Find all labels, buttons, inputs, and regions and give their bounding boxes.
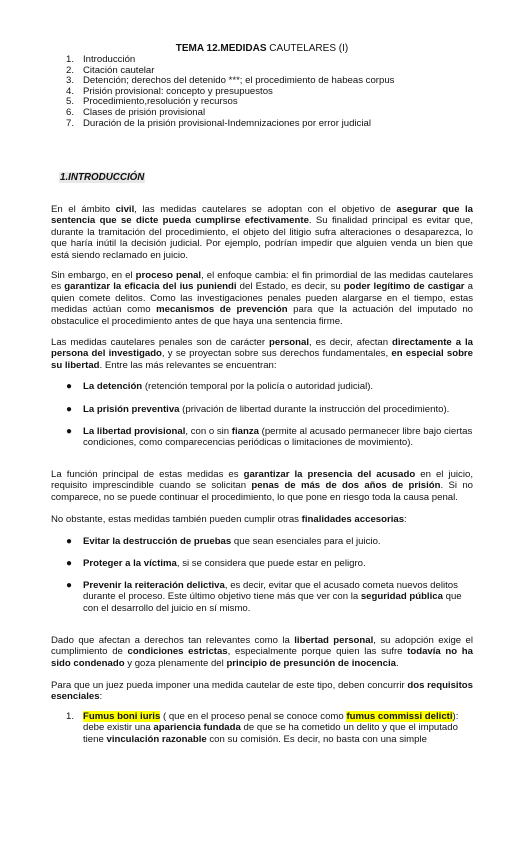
text-bold: finalidades accesorias xyxy=(301,514,405,525)
text-bold: Proteger a la víctima xyxy=(83,558,177,569)
text-run: (permite al acusado permanecer libre bajo ciertas condiciones, como comparecencias periódicas o limitaciones de movimiento). xyxy=(83,426,473,449)
text-run: , especialmente porque quien las sufre xyxy=(227,646,408,658)
paragraph-derechos-relevantes xyxy=(51,635,473,669)
title-rest-part: CAUTELARES (I) xyxy=(266,43,349,54)
text-run: . Su finalidad principal es evitar que, durante la tramitación del procedimiento, el objeto del litigio sufra alteraciones o desaparezca, lo que haría inútil la decisión judicial. Por ejemplo, podrían impedir que alguien venda un bien que está siendo reclamado en juicio. xyxy=(51,215,473,261)
list-item-text xyxy=(83,381,476,392)
text-run: Sin embargo, en el xyxy=(51,270,136,281)
toc-number: 5. xyxy=(66,96,75,108)
text-run: de que se ha cometido un delito y que el imputado tiene xyxy=(83,722,458,745)
text-run: , si se considera que puede estar en peligro. xyxy=(176,558,366,569)
text-bold: proceso penal xyxy=(135,270,202,281)
text-bold: libertad personal xyxy=(294,635,374,646)
toc-item xyxy=(66,119,496,130)
toc-number: 6. xyxy=(66,106,75,118)
text-bold: Prevenir la reiteración delictiva xyxy=(83,580,225,591)
text-run: Para que un juez pueda imponer una medida cautelar de este tipo, deben concurrir xyxy=(51,680,408,691)
toc-text: Prisión provisional: concepto y presupuestos xyxy=(83,85,273,97)
text-run: , con o sin xyxy=(185,426,232,437)
text-run: ): debe existir una xyxy=(83,711,459,734)
text-bold: La detención xyxy=(83,381,143,392)
text-bold: Evitar la destrucción de pruebas xyxy=(83,536,232,547)
text-run: Las medidas cautelares penales son de carácter xyxy=(51,337,270,348)
text-bold: dos requisitos esenciales xyxy=(51,680,473,703)
text-bold: todavía no ha sido condenado xyxy=(51,646,473,669)
paragraph-caracter-personal xyxy=(51,337,473,371)
text-run: . Si no comparece, no se puede continuar el procedimiento, lo que pone en riesgo toda la causa penal. xyxy=(51,480,473,503)
text-bold: vinculación razonable xyxy=(106,733,207,745)
paragraph-requisitos xyxy=(51,680,473,703)
toc-number: 3. xyxy=(66,75,75,87)
paragraph-finalidades xyxy=(51,514,473,525)
toc-text: Detención; derechos del detenido ***; el procedimiento de habeas corpus xyxy=(83,75,395,87)
bullet-icon: ● xyxy=(66,580,73,591)
numbered-item-text xyxy=(83,711,478,745)
text-run: (retención temporal por la policía o autoridad judicial). xyxy=(142,381,374,392)
bullet-icon: ● xyxy=(66,381,73,392)
text-run: Dado que afectan a derechos tan relevantes como la xyxy=(51,635,295,646)
text-bold: personal xyxy=(269,337,310,348)
highlighted-term: Fumus boni iuris xyxy=(83,711,161,722)
text-bold: asegurar que la sentencia que se dicte pueda cumplirse efectivamente xyxy=(51,204,473,227)
text-run: , es decir, evitar que el acusado cometa nuevos delitos durante el proceso. Este último objetivo tiene más que ver con la xyxy=(83,580,458,603)
text-bold: mecanismos de prevención xyxy=(156,304,288,316)
text-bold: penas de más de dos años de prisión xyxy=(251,480,441,492)
text-bold: en especial sobre su libertad xyxy=(51,348,473,371)
text-run: , las medidas cautelares se adoptan con el objetivo de xyxy=(134,204,397,215)
text-bold: fianza xyxy=(231,426,259,437)
text-run: No obstante, estas medidas también pueden cumplir otras xyxy=(51,514,302,525)
section-heading: 1.INTRODUCCIÓN xyxy=(60,172,145,183)
text-run: . Entre las más relevantes se encuentran: xyxy=(99,359,277,371)
toc-text: Procedimiento,resolución y recursos xyxy=(83,96,238,108)
document-title xyxy=(0,43,524,54)
toc-text: Citación cautelar xyxy=(83,64,155,76)
text-run: que sean esenciales para el juicio. xyxy=(231,536,381,547)
text-bold: poder legítimo de castigar xyxy=(343,281,465,293)
text-bold: garantizar la presencia del acusado xyxy=(243,469,416,480)
toc-number: 4. xyxy=(66,85,75,97)
text-run: . xyxy=(395,657,399,669)
bullet-icon: ● xyxy=(66,426,73,437)
text-bold: civil xyxy=(115,204,135,215)
text-run: , es decir, afectan xyxy=(309,337,393,348)
text-run: a quien comete delitos. Como las investigaciones penales pueden alargarse en el tiempo, estas medidas actúan como xyxy=(51,281,473,316)
list-item-text xyxy=(83,536,476,547)
text-bold: principio de presunción de inocencia xyxy=(226,657,396,669)
toc-number: 2. xyxy=(66,64,75,76)
text-bold: directamente a la persona del investigado xyxy=(51,337,473,360)
toc-text: Duración de la prisión provisional-Indemnizaciones por error judicial xyxy=(83,117,371,129)
text-run: ( que en el proceso penal se conoce como xyxy=(160,711,347,722)
list-item-text xyxy=(83,404,476,415)
paragraph-proceso-penal xyxy=(51,270,473,327)
text-run: , su adopción exige el cumplimiento de xyxy=(51,635,473,658)
text-run: (privación de libertad durante la instrucción del procedimiento). xyxy=(179,404,450,415)
text-run: del Estado, es decir, su xyxy=(236,281,344,293)
bullet-icon: ● xyxy=(66,558,73,569)
title-bold-part: TEMA 12.MEDIDAS xyxy=(175,43,267,54)
text-run: que con el desarrollo del juicio en sí mismo. xyxy=(83,591,462,614)
text-run: : xyxy=(404,514,407,525)
toc-number: 1. xyxy=(66,54,75,65)
item-number: 1. xyxy=(66,711,75,722)
text-run: , y se proyectan sobre sus derechos fundamentales, xyxy=(161,348,392,360)
table-of-contents xyxy=(66,55,496,129)
paragraph-civil xyxy=(51,204,473,261)
highlighted-term: fumus commissi delicti xyxy=(346,711,453,722)
toc-text: Clases de prisión provisional xyxy=(83,106,206,118)
list-item-text xyxy=(83,580,476,614)
text-run: , el enfoque cambia: el fin primordial de las medidas cautelares es xyxy=(51,270,473,293)
list-item-text xyxy=(83,558,476,569)
text-run: para que la actuación del imputado no obstaculice el procedimiento antes de que haya una sentencia firme. xyxy=(51,304,473,327)
text-run: y goza plenamente del xyxy=(124,657,227,669)
bullet-icon: ● xyxy=(66,536,73,547)
text-bold: La prisión preventiva xyxy=(83,404,180,415)
text-run: con su comisión. Es decir, no basta con una simple xyxy=(206,733,427,745)
text-bold: condiciones estrictas xyxy=(127,646,228,658)
toc-number: 7. xyxy=(66,117,75,129)
text-bold: apariencia fundada xyxy=(153,722,241,734)
toc-text: Introducción xyxy=(83,54,136,65)
list-item-text xyxy=(83,426,476,449)
text-run: En el ámbito xyxy=(51,204,116,215)
text-run: La función principal de estas medidas es xyxy=(51,469,244,480)
bullet-icon: ● xyxy=(66,404,73,415)
text-bold: garantizar la eficacia del ius puniendi xyxy=(64,281,237,293)
text-bold: La libertad provisional xyxy=(83,426,186,437)
paragraph-funcion-principal xyxy=(51,469,473,503)
text-run: : xyxy=(99,691,103,703)
text-run: en el juicio, requisito imprescindible cuando se solicitan xyxy=(51,469,473,492)
text-bold: seguridad pública xyxy=(360,591,443,603)
